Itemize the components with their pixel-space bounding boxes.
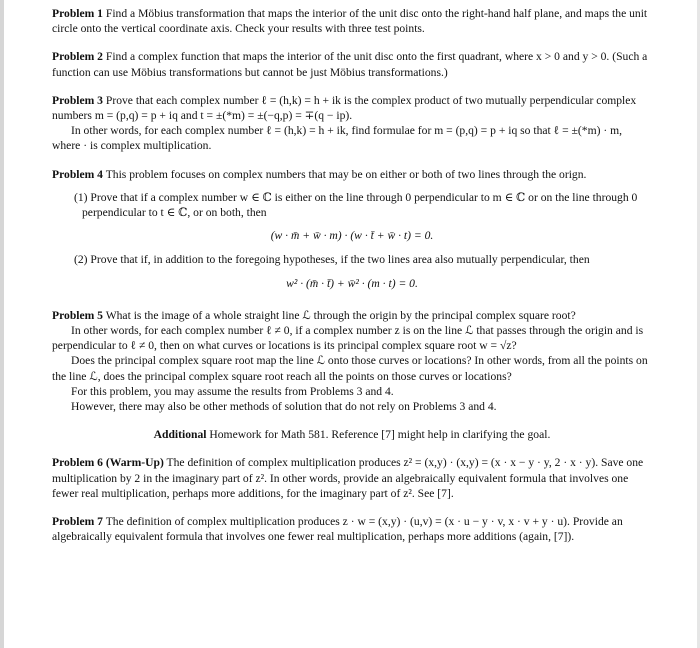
problem-1-text: Find a Möbius transformation that maps the interior of the unit disc onto the right-hand half plane, and maps the unit circle onto the vertical coordinate axis. Check your results with three test points. bbox=[52, 7, 648, 36]
problem-5 bbox=[52, 308, 652, 323]
problem-3-title: Problem 3 bbox=[52, 93, 103, 107]
problem-6-title: Problem 6 (Warm-Up) bbox=[52, 456, 164, 470]
problem-4-equation-2: w² · (m̄ · t̄) + w̄² · (m · t) = 0. bbox=[286, 276, 418, 290]
additional-title: Additional bbox=[153, 428, 207, 442]
problem-2-title: Problem 2 bbox=[52, 50, 103, 64]
problem-5-text-4: For this problem, you may assume the results from Problems 3 and 4. bbox=[71, 384, 394, 398]
problem-4-text: This problem focuses on complex numbers that may be on either or both of two lines through the orign. bbox=[105, 167, 587, 181]
problem-5-title: Problem 5 bbox=[52, 308, 103, 322]
problem-3-text: Prove that each complex number ℓ = (h,k) = h + ik is the complex product of two mutually perpendicular complex numbers m = (p,q) = p + iq and t = ±(*m) = ±(−q,p) = ∓(q − ip). bbox=[52, 93, 637, 123]
problem-3 bbox=[52, 93, 652, 123]
problem-7-text: The definition of complex multiplication produces z · w = (x,y) · (u,v) = (x · u − y · v, x · v + y · u). Provide an algebraically equivalent formula that involves one fewer real multiplication, perhaps more additions (again, [7]). bbox=[52, 515, 623, 544]
problem-2 bbox=[52, 49, 652, 79]
problem-4-part-1: (1) Prove that if a complex number w ∈ ℂ is either on the line through 0 perpendicular to m ∈ ℂ or on the line through 0 perpendicular to t ∈ ℂ, or on both, then bbox=[74, 190, 638, 220]
problem-6-text: The definition of complex multiplication produces z² = (x,y) · (x,y) = (x · x − y · y, 2 · x · y). Save one multiplication by 2 in the imaginary part of z². In other words, provide an algebraically equivalent formula that involves one fewer real multiplication, perhaps more additions, for the imaginary part of z². See [7]. bbox=[52, 456, 644, 500]
problem-7-title: Problem 7 bbox=[52, 515, 103, 529]
problem-5-text-2: In other words, for each complex number ℓ ≠ 0, if a complex number z is on the line ℒ that passes through the origin and is perpendicular to ℓ ≠ 0, then on what curves or locations is its principal complex square root w = √z? bbox=[52, 324, 644, 353]
problem-4-title: Problem 4 bbox=[52, 167, 103, 181]
problem-3-text-2: In other words, for each complex number ℓ = (h,k) = h + ik, find formulae for m = (p,q) = p + iq so that ℓ = ±(*m) · m, where · is complex multiplication. bbox=[52, 124, 623, 153]
problem-1 bbox=[52, 6, 652, 36]
problem-5-text-3: Does the principal complex square root map the line ℒ onto those curves or locations? In other words, from all the points on the line ℒ, does the principal complex square root reach all the points on those curves or locations? bbox=[52, 354, 648, 383]
problem-7 bbox=[52, 514, 652, 544]
problem-6 bbox=[52, 455, 652, 501]
problem-5-text-5: However, there may also be other methods of solution that do not rely on Problems 3 and 4. bbox=[71, 400, 497, 414]
problem-4-equation-1: (w · m̄ + w̄ · m) · (w · t̄ + w̄ · t) = 0. bbox=[270, 229, 434, 243]
problem-4-part-2: (2) Prove that if, in addition to the foregoing hypotheses, if the two lines area also mutually perpendicular, then bbox=[74, 253, 590, 267]
additional-heading bbox=[52, 427, 652, 442]
problem-4 bbox=[52, 167, 652, 182]
problem-5-text: What is the image of a whole straight line ℒ through the origin by the principal complex square root? bbox=[105, 308, 576, 322]
additional-text: Homework for Math 581. Reference [7] might help in clarifying the goal. bbox=[209, 428, 551, 442]
problem-2-text: Find a complex function that maps the interior of the unit disc onto the first quadrant, where x > 0 and y > 0. (Such a function can use Möbius transformations but cannot be just Möbius transformations.) bbox=[52, 50, 648, 79]
problem-1-title: Problem 1 bbox=[52, 7, 103, 20]
page-edge-left bbox=[0, 0, 4, 648]
